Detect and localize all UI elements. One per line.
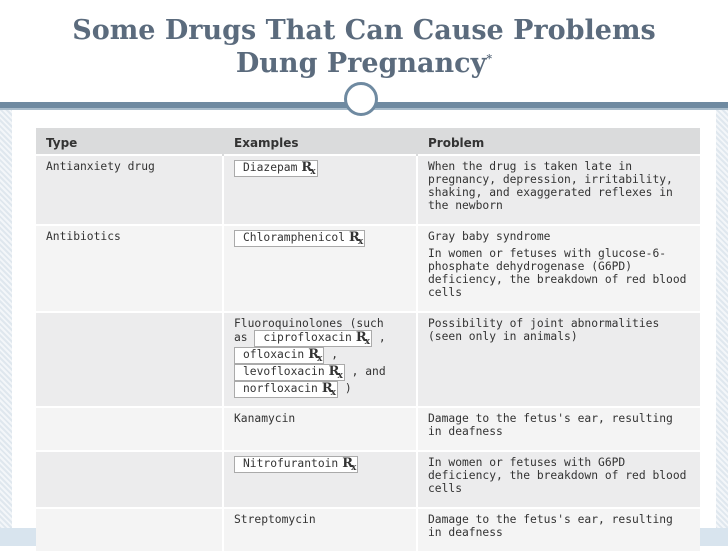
cell-problem — [417, 312, 700, 407]
header-problem: Problem — [417, 128, 700, 155]
problem-text: When the drug is taken late in pregnancy, depression, irritability, shaking, and exaggerated reflexes in the newborn — [428, 160, 673, 212]
drug-name: Chloramphenicol — [243, 231, 346, 244]
drug-link-ofloxacin[interactable] — [234, 347, 324, 364]
cell-problem — [417, 508, 700, 551]
cell-type — [36, 312, 223, 407]
right-pattern-edge — [716, 110, 728, 546]
rx-icon: $R_x$ — [349, 230, 362, 247]
problem-text: In women or fetuses with glucose-6-phosphate dehydrogenase (G6PD) deficiency, the breakdown of red blood cells — [428, 247, 687, 299]
cell-examples — [223, 155, 417, 225]
cell-problem — [417, 225, 700, 312]
cell-type: Antianxiety drug — [36, 155, 223, 225]
fluoroquinolones-line: levofloxacin $R_x$ , and — [234, 364, 406, 381]
problem-text: Damage to the fetus's ear, resulting in deafness — [428, 513, 673, 539]
drug-name: levofloxacin — [243, 365, 325, 378]
drug-link-diazepam[interactable] — [234, 160, 318, 177]
table-row — [36, 155, 700, 225]
drug-name: Diazepam — [243, 161, 298, 174]
drug-name: ofloxacin — [243, 348, 305, 361]
cell-examples — [223, 451, 417, 508]
cell-problem — [417, 451, 700, 508]
fluoroquinolones-intro: Fluoroquinolones (such — [234, 317, 384, 330]
drug-table-container — [36, 128, 700, 539]
slide-title-line2 — [0, 47, 728, 80]
header-type: Type — [36, 128, 223, 155]
drug-name: norfloxacin — [243, 382, 318, 395]
rx-icon: $R_x$ — [328, 364, 341, 381]
rx-icon: $R_x$ — [308, 347, 321, 364]
cell-examples — [223, 225, 417, 312]
fluoroquinolones-line: norfloxacin $R_x$ ) — [234, 381, 406, 398]
drug-link-norfloxacin[interactable] — [234, 381, 338, 398]
cell-type — [36, 508, 223, 551]
slide-title-line1: Some Drugs That Can Cause Problems — [72, 15, 656, 46]
drug-link-chloramphenicol[interactable] — [234, 230, 365, 247]
slide-title-line2-text: Dung Pregnancy — [235, 48, 487, 79]
cell-type — [36, 451, 223, 508]
cell-problem — [417, 155, 700, 225]
left-pattern-edge — [0, 110, 12, 546]
drug-name: Nitrofurantoin — [243, 457, 339, 470]
rx-icon: $R_x$ — [301, 160, 314, 177]
table-row — [36, 312, 700, 407]
footnote-mark: * — [486, 52, 493, 65]
drug-link-nitrofurantoin[interactable] — [234, 456, 358, 473]
header-examples: Examples — [223, 128, 417, 155]
table-row — [36, 225, 700, 312]
table-row — [36, 451, 700, 508]
cell-examples: Streptomycin — [223, 508, 417, 551]
drug-name: ciprofloxacin — [263, 331, 352, 344]
table-row — [36, 508, 700, 551]
drug-link-ciprofloxacin[interactable] — [254, 330, 372, 347]
fluoroquinolones-line: ofloxacin $R_x$ , — [234, 347, 406, 364]
drug-link-levofloxacin[interactable] — [234, 364, 345, 381]
problem-text: Gray baby syndrome — [428, 230, 551, 243]
fluoroquinolones-line: as ciprofloxacin $R_x$ , — [234, 330, 386, 347]
table-row — [36, 407, 700, 451]
slide-title — [0, 14, 728, 80]
cell-problem — [417, 407, 700, 451]
problem-text: Damage to the fetus's ear, resulting in deafness — [428, 412, 673, 438]
table-header-row — [36, 128, 700, 155]
divider-circle-ornament — [344, 82, 378, 116]
cell-examples: Kanamycin — [223, 407, 417, 451]
cell-type — [36, 407, 223, 451]
cell-type: Antibiotics — [36, 225, 223, 312]
drug-table — [36, 128, 700, 551]
rx-icon: $R_x$ — [342, 456, 355, 473]
rx-icon: $R_x$ — [321, 381, 335, 398]
problem-text: Possibility of joint abnormalities (seen only in animals) — [428, 317, 660, 343]
rx-icon: $R_x$ — [355, 330, 369, 347]
problem-text: In women or fetuses with G6PD deficiency, the breakdown of red blood cells — [428, 456, 687, 495]
cell-examples — [223, 312, 417, 407]
